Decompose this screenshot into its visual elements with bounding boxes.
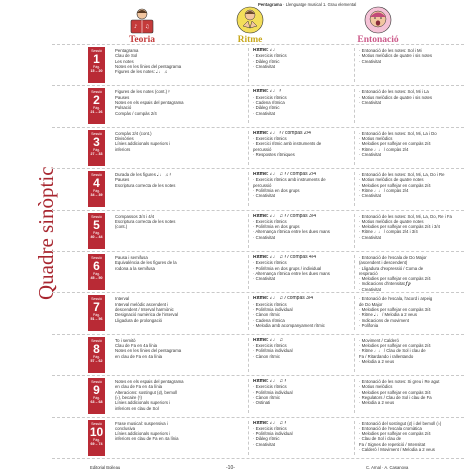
ritme-cell bbox=[248, 296, 357, 330]
column-title-ritme: Ritme bbox=[237, 35, 263, 45]
page-range: 40 – 44 bbox=[90, 234, 103, 239]
ritme-notes: 𝅗𝅥 ♩ ♫ 𝄽 / compàs 2/4 bbox=[269, 172, 317, 178]
teoria-item: Alteracions: sostingut (♯), bemoll bbox=[115, 389, 178, 395]
entonacio-item: · Melodies per solfejar en compàs 2/4 bbox=[359, 431, 431, 437]
page-range: 21 – 26 bbox=[90, 110, 103, 115]
session-label: Sessió bbox=[91, 338, 102, 343]
entonacio-item: · Creativitat bbox=[359, 151, 381, 157]
teoria-item: Pausa i semifusa bbox=[115, 254, 148, 260]
session-label: Sessió bbox=[91, 173, 102, 178]
table-row bbox=[52, 293, 464, 334]
ritme-item: · Respostes rítmiques bbox=[253, 151, 295, 157]
entonacio-item: · Entonació de les notes: Sol, Mi, La, Do, Re i Fa bbox=[359, 213, 452, 219]
entonacio-item: · Entonació de les notes: Sol i Mi bbox=[359, 48, 422, 53]
teoria-item: Lligadura de prolongació bbox=[115, 317, 163, 323]
session-badge bbox=[88, 295, 105, 331]
ritme-item: · Exercicis rítmics bbox=[253, 94, 287, 100]
entonacio-item: · Entonació de les notes: Sol, Mi i La bbox=[359, 89, 429, 95]
session-badge bbox=[88, 337, 105, 373]
teoria-item: Clau de Sol bbox=[115, 53, 138, 59]
column-header-teoria bbox=[112, 8, 172, 45]
ritme-item: · Polirítmia en dos grups / individual bbox=[253, 265, 322, 271]
ritme-notes: 𝅗𝅥 ♩ 𝄽 bbox=[269, 89, 281, 95]
ritme-cell bbox=[248, 338, 357, 372]
ritme-item: · Exercicis rítmics bbox=[253, 218, 287, 224]
entonacio-item: · Melodies per solfejar en compàs 2/4 bbox=[359, 182, 431, 188]
entonacio-item: · Melodies per solfejar en compàs 3/4 bbox=[359, 306, 431, 312]
session-badge bbox=[88, 254, 105, 290]
page-label: Pàg. bbox=[93, 189, 100, 194]
session-badge bbox=[88, 378, 105, 414]
session-number: 1 bbox=[93, 52, 100, 66]
entonacio-item: · Entonació de l'escala cromàtica bbox=[359, 425, 422, 431]
entonacio-item: · Motius melòdics de quatre notes bbox=[359, 218, 424, 224]
ritme-item: · Diàleg rítmic bbox=[253, 436, 280, 442]
page-label: Pàg. bbox=[93, 106, 100, 111]
teoria-cell bbox=[115, 296, 245, 322]
table-row bbox=[52, 211, 464, 252]
teoria-item: Divisòries bbox=[115, 136, 134, 142]
entonacio-cell bbox=[354, 338, 471, 372]
entonacio-cell bbox=[354, 89, 471, 123]
ritme-item: · Exercicis rítmics bbox=[253, 384, 287, 390]
teoria-item: Figures de les notes: 𝅗𝅥 ♩ ♫ bbox=[115, 69, 168, 75]
session-badge bbox=[88, 88, 105, 124]
ritme-item: · Polirítmia en dos grups bbox=[253, 188, 300, 194]
teoria-item: Notes en els espais del pentagrama bbox=[115, 379, 184, 385]
teoria-item: (♭), becaire (♮) bbox=[115, 395, 142, 401]
ritme-label: Ritme: bbox=[253, 337, 269, 343]
teoria-item: Línies addicionals superiors i bbox=[115, 141, 171, 147]
ritme-label: Ritme: bbox=[253, 213, 269, 219]
ritme-cell bbox=[248, 255, 357, 289]
ritme-label: Ritme: bbox=[253, 296, 269, 302]
ritme-item: · Exercicis rítmics bbox=[253, 260, 287, 266]
session-badge bbox=[88, 47, 105, 83]
ritme-item: · Alternança rítmica entre les dues mans bbox=[253, 229, 330, 235]
ritme-item: · Cànon rítmic bbox=[253, 395, 280, 401]
ritme-item: · Cànon rítmic bbox=[253, 353, 280, 359]
ritme-item: · Alternança rítmica entre les dues mans bbox=[253, 270, 330, 276]
session-label: Sessió bbox=[91, 255, 102, 260]
session-label: Sessió bbox=[91, 421, 102, 426]
entonacio-cell bbox=[354, 254, 471, 292]
page-range: 15 – 20 bbox=[90, 69, 103, 73]
book-reader-icon bbox=[128, 8, 156, 34]
entonacio-item: · Ritme ♩♩ / Clau de Sol i clau de bbox=[359, 348, 426, 354]
footer-authors: C. Arnal · A. Casanova bbox=[366, 465, 409, 470]
teoria-item: Pentagrama bbox=[115, 48, 139, 53]
session-label: Sessió bbox=[91, 90, 102, 95]
teoria-item: inferiors bbox=[115, 146, 131, 152]
session-number: 2 bbox=[93, 93, 100, 108]
teoria-cell bbox=[115, 48, 245, 74]
teoria-item: Compassos 3/4 i 4/4 bbox=[115, 213, 155, 219]
entonacio-item: · Entonació del sostingut (♯) i del bemoll (♭) bbox=[359, 420, 442, 426]
ritme-item: · Exercici rítmic amb instruments de bbox=[253, 141, 322, 147]
ritme-cell bbox=[248, 172, 357, 206]
table-row bbox=[52, 128, 464, 169]
teoria-item: Durada de les figures 𝅗𝅥 ♩ ♫ 𝄽 bbox=[115, 172, 171, 178]
entonacio-item: · Melodies per solfejar en compàs 3/4 bbox=[359, 389, 431, 395]
ritme-item: · Cadena rítmica bbox=[253, 99, 285, 105]
session-label: Sessió bbox=[91, 380, 102, 385]
table-row bbox=[52, 44, 464, 86]
entonacio-cell bbox=[354, 172, 471, 206]
ritme-item: · Creativitat bbox=[253, 193, 275, 199]
page-range: 57 – 62 bbox=[90, 358, 103, 363]
page-number: -10- bbox=[226, 465, 235, 471]
entonacio-item: · Creativitat bbox=[359, 286, 381, 292]
page-label: Pàg. bbox=[93, 354, 100, 359]
ritme-cell bbox=[248, 379, 357, 413]
ritme-item: · Creativitat bbox=[253, 276, 275, 282]
ritme-notes: 𝅗𝅥 ♩ ♫ bbox=[269, 337, 284, 343]
teoria-item: Línies addicionals superiors i bbox=[115, 400, 171, 406]
session-number: 7 bbox=[93, 300, 100, 315]
teoria-item: Pulsació bbox=[115, 105, 132, 111]
series-name: Pentagrama bbox=[258, 2, 282, 7]
teoria-item: To i semitò bbox=[115, 337, 136, 343]
entonacio-item: · Melodies per solfejar en compàs 2/4 bbox=[359, 276, 431, 282]
entonacio-item: Fa / Signes de repetició / Intensitat bbox=[359, 441, 426, 447]
ritme-item: · Cadena rítmica bbox=[253, 317, 285, 323]
teoria-cell bbox=[115, 89, 245, 115]
svg-text:♫: ♫ bbox=[145, 24, 150, 30]
teoria-item: Interval bbox=[115, 296, 130, 302]
ritme-item: · Exercicis rítmics bbox=[253, 53, 287, 59]
entonacio-cell bbox=[354, 131, 471, 165]
ritme-cell bbox=[248, 89, 357, 123]
ritme-item: · Polirítmia en dos grups bbox=[253, 224, 300, 230]
teoria-item: rodona a la semifusa bbox=[115, 265, 155, 271]
teoria-item: inferiors en clau de Fa en 4a línia bbox=[115, 436, 179, 442]
ritme-label: Ritme: bbox=[253, 172, 269, 178]
ritme-notes: 𝅗𝅥 ♩ 𝄽 / compàs 2/4 bbox=[269, 130, 311, 136]
page-label: Pàg. bbox=[93, 437, 100, 442]
entonacio-item: de Do Major bbox=[359, 301, 383, 307]
entonacio-item: · Motius melòdics bbox=[359, 136, 393, 142]
session-label: Sessió bbox=[91, 214, 102, 219]
teoria-item: Pauses bbox=[115, 177, 130, 183]
teoria-item: inferiors en clau de Sol bbox=[115, 405, 159, 411]
entonacio-item: · Creativitat bbox=[359, 193, 381, 199]
svg-text:♪: ♪ bbox=[134, 24, 138, 30]
ritme-label: Ritme: bbox=[253, 130, 269, 136]
teoria-item: Clau de Fa en 4a línia bbox=[115, 343, 158, 349]
teoria-cell bbox=[115, 131, 245, 152]
ritme-item: · Creativitat bbox=[253, 63, 275, 69]
session-number: 3 bbox=[93, 134, 100, 149]
entonacio-item: · Entonació de les notes: Sol, Mi, La, Do i Re bbox=[359, 172, 445, 178]
clapping-hands-icon bbox=[235, 6, 265, 34]
entonacio-cell bbox=[354, 296, 471, 330]
column-header-ritme bbox=[220, 6, 280, 45]
page-range: 69 – 74 bbox=[90, 441, 103, 446]
entonacio-item: · Melodia a 2 veus bbox=[359, 400, 395, 406]
ritme-item: · Exercicis rítmics bbox=[253, 136, 287, 142]
teoria-cell bbox=[115, 421, 245, 442]
teoria-item: Equivalència de les figures de la bbox=[115, 260, 177, 266]
entonacio-item: · Polifonia bbox=[359, 322, 379, 328]
page-label: Pàg. bbox=[93, 147, 100, 152]
table-row bbox=[52, 86, 464, 127]
entonacio-item: · Indicacions d'intensitat 𝆑 𝆏 bbox=[359, 281, 411, 287]
teoria-item: Línies addicionals superiors i bbox=[115, 431, 171, 437]
session-number: 9 bbox=[93, 383, 100, 398]
session-badge bbox=[88, 420, 105, 456]
ritme-label: Ritme: bbox=[253, 379, 269, 385]
ritme-cell bbox=[248, 48, 357, 82]
teoria-item: Designació numèrica de l'interval bbox=[115, 312, 178, 318]
ritme-item: · Exercicis rítmics bbox=[253, 301, 287, 307]
page-label: Pàg. bbox=[93, 65, 100, 69]
teoria-cell bbox=[115, 172, 245, 188]
entonacio-item: · Regulators / Clau de Sol i clau de Fa bbox=[359, 395, 432, 401]
session-label: Sessió bbox=[91, 297, 102, 302]
ritme-item: · Creativitat bbox=[253, 110, 275, 116]
teoria-item: Les notes bbox=[115, 58, 134, 64]
teoria-item: conclusiva bbox=[115, 425, 136, 431]
session-label: Sessió bbox=[91, 131, 102, 136]
ritme-notes: 𝅗𝅥 ♩ ♫ 𝄽 / compàs 3/4 bbox=[269, 213, 317, 219]
page-range: 34 – 39 bbox=[90, 193, 103, 198]
page-label: Pàg. bbox=[93, 271, 100, 276]
entonacio-cell bbox=[354, 48, 471, 82]
ritme-notes: 𝅗𝅥 ♩ ♫ 𝄽 / compàs 4/4 bbox=[269, 254, 317, 260]
entonacio-item: · Ritme ♩♩ / compàs 2/4 bbox=[359, 188, 409, 194]
entonacio-item: · Entonació de l'escala, l'acord i arpeig bbox=[359, 296, 433, 302]
session-label: Sessió bbox=[91, 49, 102, 53]
entonacio-item: · Calderó / Moviment / Melodia a 2 veus bbox=[359, 447, 435, 452]
teoria-item: Compàs / compàs 2/4 bbox=[115, 110, 157, 116]
ritme-item: · Melodia amb acompanyament rítmic bbox=[253, 322, 325, 328]
ritme-item: · Cànon rítmic bbox=[253, 312, 280, 318]
entonacio-item: · Motius melòdics bbox=[359, 384, 393, 390]
ritme-label: Ritme: bbox=[253, 89, 269, 95]
page-label: Pàg. bbox=[93, 396, 100, 401]
series-subtitle: · Llenguatge musical 1. Grau elemental bbox=[283, 2, 357, 7]
teoria-item: Notes en les línies del pentagrama bbox=[115, 63, 182, 69]
ritme-item: · Creativitat bbox=[253, 234, 275, 240]
ritme-item: percussió bbox=[253, 146, 272, 152]
entonacio-cell bbox=[354, 214, 471, 248]
entonacio-item: · Creativitat bbox=[359, 99, 381, 105]
entonacio-item: · Creativitat bbox=[359, 234, 381, 240]
teoria-item: descendent / Interval harmònic bbox=[115, 306, 174, 312]
session-badge bbox=[88, 130, 105, 166]
ritme-cell bbox=[248, 421, 357, 455]
side-title: Quadre sinòptic bbox=[34, 166, 58, 300]
teoria-item: Interval melòdic ascendent i bbox=[115, 301, 169, 307]
table-row bbox=[52, 252, 464, 293]
ritme-label: Ritme: bbox=[253, 420, 269, 426]
ritme-item: percussió bbox=[253, 182, 272, 188]
ritme-notes: 𝅗𝅥 ♩ ♫ / compàs 3/4 bbox=[269, 296, 314, 302]
entonacio-item: · Indicacions de moviment bbox=[359, 317, 409, 323]
teoria-cell bbox=[115, 338, 245, 359]
teoria-item: Pauses bbox=[115, 94, 130, 100]
ritme-cell bbox=[248, 214, 357, 248]
teoria-item: Compàs 2/4 (cont.) bbox=[115, 130, 152, 136]
column-title-teoria: Teoria bbox=[128, 35, 156, 45]
entonacio-item: · Motius melòdics de quatre i sis notes bbox=[359, 53, 433, 59]
teoria-item: Frase musical: suspensiva i bbox=[115, 420, 168, 426]
ritme-item: · Polirítmia individual bbox=[253, 389, 293, 395]
page-range: 51 – 56 bbox=[90, 317, 103, 322]
session-number: 10 bbox=[89, 424, 104, 439]
entonacio-item: · Ritme ♩♩ / compàs 2/4 i 3/4 bbox=[359, 229, 418, 235]
entonacio-item: · Motius melòdics de quatre notes bbox=[359, 177, 424, 183]
ritme-item: · Polirítmia individual bbox=[253, 306, 293, 312]
page-label: Pàg. bbox=[93, 230, 100, 235]
entonacio-item: · Entonació de les notes: Si greu i Re agut bbox=[359, 379, 440, 385]
entonacio-item: Fa / Ritardando i rallentando bbox=[359, 353, 414, 359]
table-row bbox=[52, 169, 464, 210]
table-row bbox=[52, 418, 464, 459]
entonacio-item: (ascendent i descendent) bbox=[359, 260, 408, 266]
entonacio-item: · Creativitat bbox=[359, 58, 381, 64]
entonacio-item: · Moviment / Calderó bbox=[359, 337, 399, 343]
ritme-label: Ritme: bbox=[253, 254, 269, 260]
session-badge bbox=[88, 213, 105, 249]
session-number: 4 bbox=[93, 176, 100, 191]
teoria-item: Escriptura correcta de les notes bbox=[115, 182, 176, 188]
table-row bbox=[52, 335, 464, 376]
entonacio-item: respiració bbox=[359, 270, 378, 276]
ritme-notes: 𝅗𝅥 ♩ ♫ 𝄽 bbox=[269, 420, 286, 426]
ritme-item: · Creativitat bbox=[253, 441, 275, 447]
teoria-item: en clau de Fa en 4a línia bbox=[115, 353, 163, 359]
entonacio-item: · Melodia a 2 veus bbox=[359, 358, 395, 364]
entonacio-item: · Clau de Sol i clau de bbox=[359, 436, 402, 442]
teoria-cell bbox=[115, 379, 245, 411]
ritme-notes: 𝅗𝅥 ♩ bbox=[269, 48, 278, 53]
ritme-item: · Diàleg rítmic bbox=[253, 105, 280, 111]
page-range: 63 – 68 bbox=[90, 400, 103, 405]
column-header-entonacio bbox=[338, 6, 418, 45]
page-range: 27 – 33 bbox=[90, 151, 103, 156]
ritme-item: · Exercicis rítmics bbox=[253, 343, 287, 349]
page-range: 45 – 50 bbox=[90, 275, 103, 280]
page-label: Pàg. bbox=[93, 313, 100, 318]
entonacio-item: · Entonació de l'escala de Do Major bbox=[359, 254, 427, 260]
entonacio-item: · Melodies per solfejar en compàs 2/4 bbox=[359, 141, 431, 147]
teoria-item: (cont.) bbox=[115, 224, 128, 230]
teoria-item: Escriptura correcta de les notes bbox=[115, 218, 176, 224]
entonacio-item: · Motius melòdics de quatre i sis notes bbox=[359, 94, 433, 100]
entonacio-item: · Melodies per solfejar en compàs 2/4 bbox=[359, 343, 431, 349]
session-number: 6 bbox=[93, 258, 100, 273]
ritme-notes: 𝅗𝅥 ♩ ♫ 𝄽 bbox=[269, 379, 286, 385]
ritme-item: · Exercicis rítmics amb instruments de bbox=[253, 177, 326, 183]
ritme-item: · Polirítmia individual bbox=[253, 348, 293, 354]
teoria-item: Notes en les línies del pentagrama bbox=[115, 348, 182, 354]
session-badge bbox=[88, 171, 105, 207]
entonacio-cell bbox=[354, 379, 471, 413]
entonacio-item: · Lligadura d'expressió / Coma de bbox=[359, 265, 424, 271]
entonacio-item: · Entonació de les notes: Sol, Mi, La i Do bbox=[359, 130, 437, 136]
teoria-cell bbox=[115, 255, 245, 271]
ritme-item: · Polirítmia individual bbox=[253, 431, 293, 437]
ritme-item: · Exercicis rítmics bbox=[253, 425, 287, 431]
teoria-item: Figures de les notes (cont.) 𝄽 bbox=[115, 89, 170, 95]
footer-publisher: Editorial Boileau bbox=[90, 465, 121, 470]
entonacio-item: · Melodies per solfejar en compàs 2/4 i 3/4 bbox=[359, 224, 440, 230]
entonacio-item: · Ritme ♩♩ / compàs 2/4 bbox=[359, 146, 409, 152]
ritme-item: · Ostinati bbox=[253, 400, 271, 406]
synoptic-table bbox=[52, 44, 464, 459]
teoria-item: Notes en els espais del pentagrama bbox=[115, 99, 184, 105]
entonacio-cell bbox=[354, 421, 471, 455]
ritme-cell bbox=[248, 131, 357, 165]
table-row bbox=[52, 376, 464, 417]
column-title-entonacio: Entonació bbox=[357, 35, 399, 45]
singing-face-icon bbox=[363, 6, 393, 34]
teoria-cell bbox=[115, 214, 245, 230]
session-number: 5 bbox=[93, 217, 100, 232]
entonacio-item: · Ritme 𝅗𝅥 ♩ / Melodia a 2 veus bbox=[359, 312, 417, 318]
session-number: 8 bbox=[93, 341, 100, 356]
ritme-label: Ritme: bbox=[253, 48, 269, 53]
ritme-item: · Diàleg rítmic bbox=[253, 58, 280, 64]
teoria-item: en clau de Fa en 4a línia bbox=[115, 384, 163, 390]
